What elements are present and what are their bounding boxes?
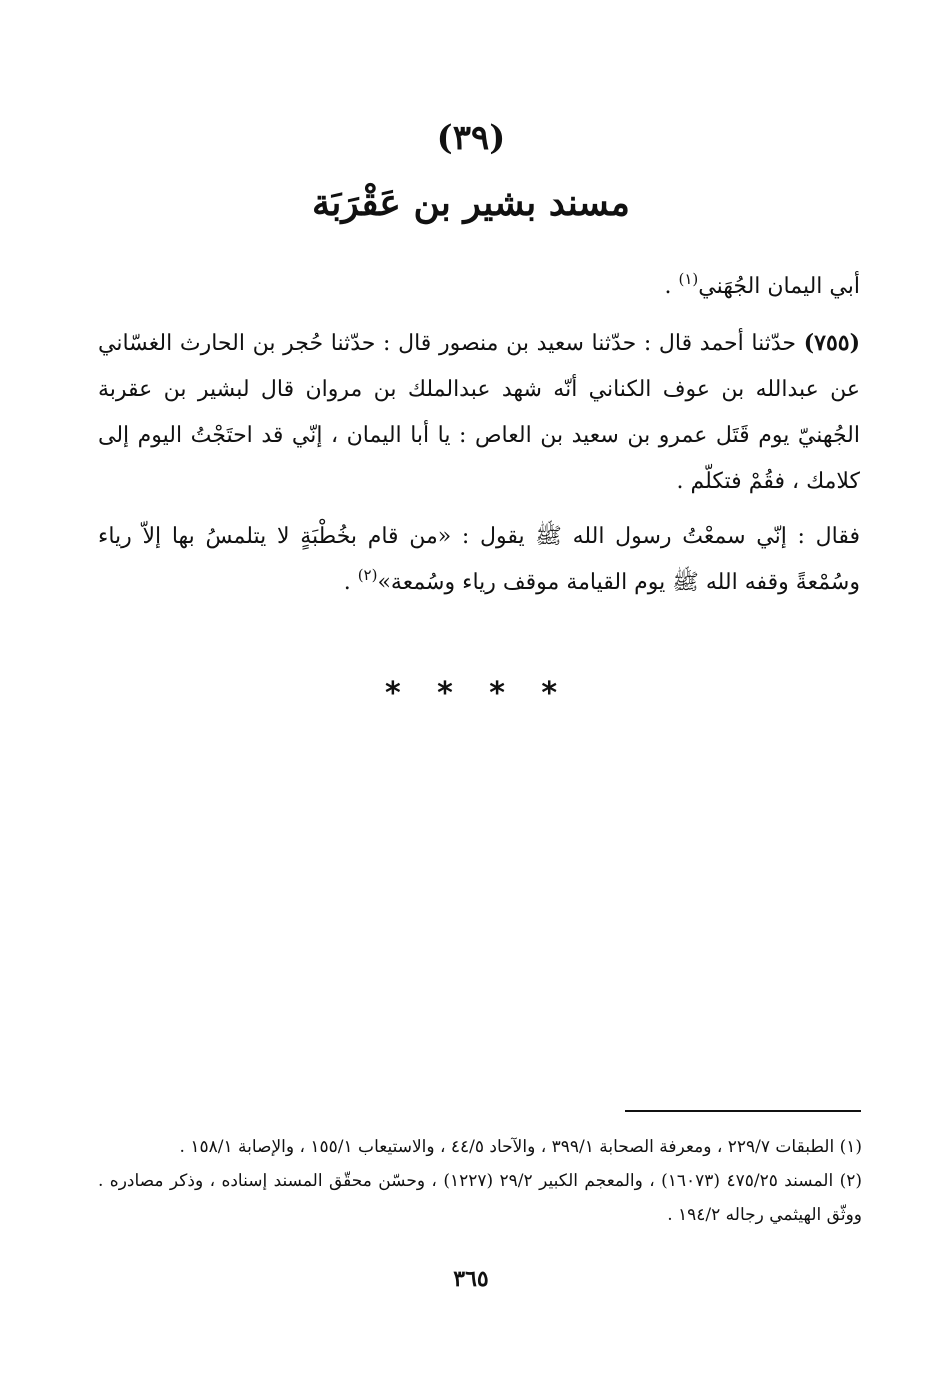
section-number: (٣٩) <box>436 118 506 158</box>
section-title: مسند بشير بن عَقْرَبَة <box>312 182 630 224</box>
footnote-divider <box>625 1110 861 1112</box>
hadith-end: . <box>343 570 358 595</box>
hadith-quote: فقال : إنّي سمعْتُ رسول الله ﷺ يقول : «من قام بخُطْبَةٍ لا يتلمسُ بها إلاّ رياء وسُمْعةً وقفه الله ﷺ يوم القيامة موقف رياء وسُمعة» <box>98 524 860 595</box>
footnote-1: (١) الطبقات ٢٢٩/٧ ، ومعرفة الصحابة ٣٩٩/١ ، والآحاد ٤٤/٥ ، والاستيعاب ١٥٥/١ ، والإصابة ١٥٨/١ . <box>179 1137 862 1157</box>
intro-text: أبي اليمان الجُهَني <box>698 274 860 299</box>
footnotes <box>98 1130 862 1232</box>
footnote-ref-2: (٢) <box>357 566 378 584</box>
hadith-text: حدّثنا أحمد قال : حدّثنا سعيد بن منصور قال : حدّثنا حُجر بن الحارث الغسّاني عن عبدالله بن عوف الكناني أنّه شهد عبدالملك بن مروان قال لبشير بن عقربة الجُهنيّ يوم قَتَل عمرو بن سعيد بن العاص : يا أبا اليمان ، إنّي قد احتَجْتُ اليوم إلى كلامك ، فقُمْ فتكلّم . <box>98 331 860 494</box>
intro-end: . <box>664 274 679 299</box>
page-number: ٣٦٥ <box>453 1266 489 1292</box>
footnote-2: (٢) المسند ٤٧٥/٢٥ (١٦٠٧٣) ، والمعجم الكبير ٢٩/٢ (١٢٢٧) ، وحسّن محقّق المسند إسناده ، وذكر مصادره . ووثّق الهيثمي رجاله ١٩٤/٢ . <box>98 1171 863 1225</box>
footnote-ref-1: (١) <box>678 270 699 288</box>
section-separator: * * * * <box>384 676 558 711</box>
hadith-number: (٧٥٥) <box>803 330 860 356</box>
intro-line <box>98 264 860 310</box>
hadith-continuation <box>98 514 882 606</box>
hadith-paragraph <box>98 320 882 505</box>
